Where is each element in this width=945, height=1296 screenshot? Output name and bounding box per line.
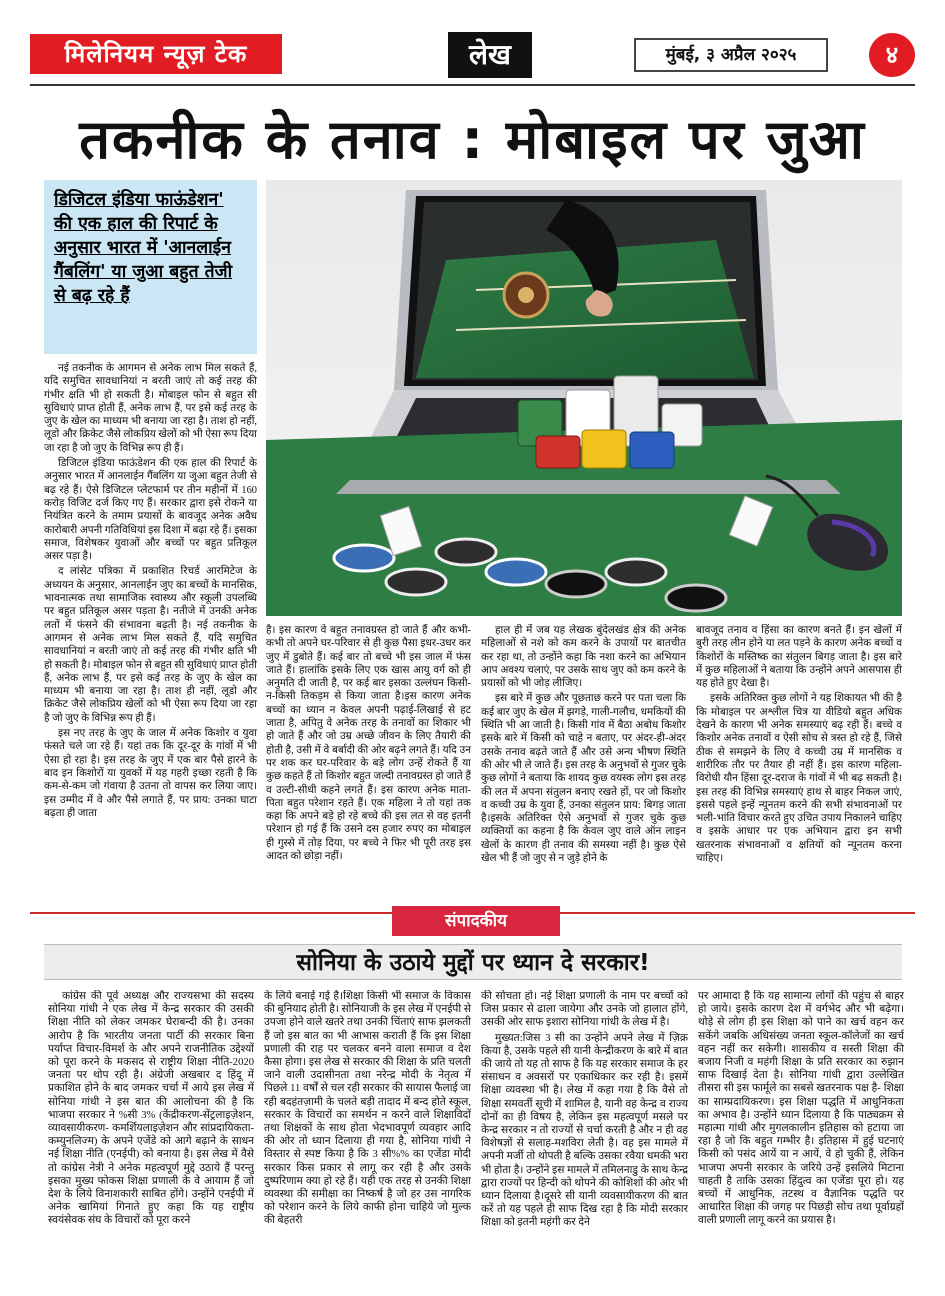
paragraph: नई तकनीक के आगमन से अनेक लाभ मिल सकते हैं, यदि समुचित सावधानियां न बरती जाएं तो कई तरह की गंभीर क्षति भी हो सकती है। मोबाइल फोन से बहुत सी सुविधाएं प्राप्त होती हैं, अनेक लाभ हैं, पर इसे कई तरह के जुए के खेल का माध्यम भी बनाया जा रहा है। ताश हो नहीं, लूडो और क्रिकेट जैसे लोकप्रिय खेलों को भी ऐसा रूप दिया जा रहा है जो जुए के विभिन्न रूप ही हैं।	[44, 363, 257, 454]
editorial-column-4	[698, 990, 904, 1258]
lead-text: डिजिटल इंडिया फाऊंडेशन' की एक हाल की रिपार्ट के अनुसार भारत में 'आनलाईन गैंबलिंग' या जुआ बहुत तेजी से बढ़ रहे हैं	[54, 190, 233, 306]
paragraph: के लिये बनाई गई है।शिक्षा किसी भी समाज के विकास की बुनियाद होती है। सोनियाजी के इस लेख में एनईपी से उपजा होने वाले खतरे तथा उनकी चिंताएं साफ झलकती हैं जो इस बात का भी आभास कराती हैं कि इस शिक्षा प्रणाली की राह पर चलकर बनने वाला समाज व देश कैसा होगा। इस लेख से सरकार की शिक्षा के प्रति चलती जाने वाली उदासीनता तथा नरेन्द्र मोदी के नेतृत्व में पिछले 11 वर्षों से चल रही सरकार की सायास फैलाई जा रही बदहंतज़ामी के चलते बड़ी तादाद में बन्द होते स्कूल, सरकार के विचारों का समर्थन न करने वाले शिक्षाविदों तथा शिक्षकों के साथ होता भेदभावपूर्ण व्यवहार आदि की ओर तो ध्यान दिलाया ही गया है, सोनिया गांधी ने विस्तार से स्पष्ट किया है कि 3 सी%% का एजेंडा मोदी सरकार किस प्रकार से लागू कर रही है और उसके दुष्परिणाम क्या हो रहे हैं। यही एक तरह से उनकी शिक्षा व्यवस्था की समीक्षा का निष्कर्ष है जो हर उस नागरिक को परेशान करने के लिये काफी होना चाहिये जो मुल्क की बेहतरी	[264, 991, 471, 1227]
page-number-badge: ४	[869, 33, 915, 77]
editorial-column-3	[481, 990, 688, 1258]
lead-box	[44, 180, 257, 354]
editorial-column-2	[264, 990, 471, 1258]
masthead-divider	[30, 84, 915, 86]
casino-laptop-illustration	[266, 180, 902, 616]
article-column-1	[44, 362, 257, 900]
paragraph: इस नए तरह के जुए के जाल में अनेक किशोर व युवा फंसते चले जा रहे हैं। यहां तक कि दूर-दूर के गांवों में भी ऐसा हो रहा है। इस तरह के जुए में एक बार पैसे हारने के बाद इन किशोरों या युवकों में यह गहरी इच्छा रहती है कि कम-से-कम जो गंवाया है उतना तो वापस कर लिया जाए। इस उम्मीद में वे और पैसे लगाते हैं, पर प्राय: उनका घाटा बढ़ता ही जाता	[44, 728, 257, 819]
paragraph: की सोचता हो। नई शिक्षा प्रणाली के नाम पर बच्चों को जिस प्रकार से ढाला जायेगा और उनके जो हालात होंगे, उसकी ओर साफ इशारा सोनिया गांधी के लेख में है।	[481, 991, 688, 1029]
paragraph: डिजिटल इंडिया फाऊंडेशन की एक हाल की रिपार्ट के अनुसार भारत में आनलाईन गैंबलिंग या जुआ बहुत तेजी से बढ़ रहे हैं। ऐसे डिजिटल प्लेटफार्म पर तीन महीनों में 160 करोड़ विजिट दर्ज किए गए हैं। सरकार द्वारा इसे रोकने या नियंत्रित करने के तमाम प्रयासों के बावजूद अनेक अवैध कारोबारी अपनी गतिविधियां इस दिशा में बढ़ा रहे हैं। इसका समाज, विशेषकर युवाओं और बच्चों पर बहुत प्रतिकूल असर पड़ा है।	[44, 458, 257, 563]
paragraph: कांग्रेस की पूर्व अध्यक्ष और राज्यसभा की सदस्य सोनिया गांधी ने एक लेख में केन्द्र सरकार की उसकी शिक्षा नीति को लेकर जमकर घेराबन्दी की है। उनका आरोप है कि भारतीय जनता पार्टी की सरकार बिना पर्याप्त विचार-विमर्श के और अपने राजनीतिक उद्देश्यों को पूरा करने के मकसद से राष्ट्रीय शिक्षा नीति-2020 जनता पर थोप रही है। अंग्रेजी अखबार द हिंदू में प्रकाशित होने के बाद जमकर चर्चा में आये इस लेख में सोनिया गांधी ने इस बात की आलोचना की है कि भाजपा सरकार ने %सी 3% (केंद्रीकरण-सेंट्रलाइज़ेशन, व्यावसायीकरण- कमर्शियलाइज़ेशन और सांप्रदायिकता- कम्युनलिज्म) के अपने एजेंडे को आगे बढ़ाने के साधन नई शिक्षा नीति (एनईपी) को बनाया है। इस लेख में वैसे तो कांग्रेस नेत्री ने अनेक महत्वपूर्ण मुद्दे उठाये हैं परन्तु इसका मुख्य फोकस शिक्षा प्रणाली के वे आयाम हैं जो देश के लिये विनाशकारी साबित होंगे। उन्होंने एनईपी में अनेक खामियां गिनाते हुए कहा कि यह राष्ट्रीय स्वयंसेवक संघ के विचारों को पूरा करने	[48, 991, 254, 1227]
editorial-headline: सोनिया के उठाये मुद्दों पर ध्यान दे सरकार!	[44, 944, 902, 980]
paragraph: है। इस कारण वे बहुत तनावग्रस्त हो जाते हैं और कभी-कभी तो अपने घर-परिवार से ही कुछ पैसा इधर-उधर कर जुए में डुबोते हैं। कई बार तो बच्चे भी इस जाल में फंस जाते हैं। हालांकि इसके लिए एक खास आयु वर्ग को ही अनुमति दी जाती है, पर कई बार इसका उल्लंघन किसी-न-किसी तिकड़म से किया जाता है।इस कारण अनेक बच्चों का ध्यान न केवल अपनी पढ़ाई-लिखाई से हट जाता है, अपितु वे अनेक तरह के तनावों का शिकार भी हो जाते हैं और जो उम्र अच्छे जीवन के लिए तैयारी की होती है, उसी में वे बर्बादी की ओर बढ़ने लगते हैं। यदि उन पर शक कर घर-परिवार के बड़े लोग उन्हें रोकते हैं या कुछ कहते हैं तो किशोर बहुत जल्दी तनावग्रस्त हो जाते हैं व उल्टी-सीधी कहने लगते हैं। इस कारण अनेक माता-पिता बहुत परेशान रहते हैं। एक महिला ने तो यहां तक कहा कि अपने बड़े हो रहे बच्चे की इस लत से वह इतनी परेशान हो गई हैं कि उसने दस हजार रुपए का मोबाइल ही गुस्से में तोड़ दिया, पर बच्चे ने फिर भी पूरी तरह इस आदत को छोड़ा नहीं।	[266, 625, 471, 863]
paragraph: मुख्यत:जिस 3 सी का उन्होंने अपने लेख में ज़िक्र किया है, उसके पहले सी यानी केन्द्रीकरण के बारे में बात की जाये तो यह तो साफ है कि यह सरकार समाज के हर संसाधन व अवसरों पर एकाधिकार कर रही है। इसमें शिक्षा व्यवस्था भी है। लेख में कहा गया है कि वैसे तो शिक्षा समवर्ती सूची में शामिल है, यानी वह केन्द्र व राज्य दोनों का ही विषय है, लेकिन इस महत्वपूर्ण मसले पर केन्द्र सरकार न तो राज्यों से चर्चा करती है और न ही वह विशेषज्ञों से सलाह-मशविरा लेती है। वह इस मामले में अपनी मर्जी तो थोपती है बल्कि उसका रवैया धमकी भरा भी होता है। उन्होंने इस मामले में तमिलनाडु के साथ केन्द्र द्वारा राज्यों पर हिन्दी को थोपने की कोशिशों की ओर भी ध्यान दिलाया है।दूसरे सी यानी व्यवसायीकरण की बात करें तो यह पहले ही साफ दिख रहा है कि मोदी सरकार शिक्षा को इतनी महंगी कर देने	[481, 1032, 688, 1229]
paragraph: पर आमादा है कि यह सामान्य लोगों की पहुंच से बाहर हो जाये। इसके कारण देश में वर्गभेद और भी बढ़ेगा। थोड़े से लोग ही इस शिक्षा को पाने का खर्च वहन कर सकेंगे जबकि अधिसंख्य जनता स्कूल-कॉलेजों का खर्च वहन नहीं कर सकेगी। शासकीय व सस्ती शिक्षा की बजाय निजी व महंगी शिक्षा के प्रति सरकार का रुझान साफ दिखाई देता है। सोनिया गांधी द्वारा उल्लेखित तीसरा सी इस फार्मूले का सबसे खतरनाक पक्ष है- शिक्षा का साम्प्रदायिकरण। इस शिक्षा पद्धति में आधुनिकता का अभाव है। उन्होंने ध्यान दिलाया है कि पाठ्यक्रम से महात्मा गांधी और मुगलकालीन इतिहास को हटाया जा रहा है जो कि बहुत गम्भीर है। इतिहास में हुई घटनाएं किसी को पसंद आयें या न आयें, वे हो चुकी हैं, लेकिन भाजपा अपनी सरकार के जरिये उन्हें इसलिये मिटाना चाहती है ताकि उसका हिंदुत्व का एजेंडा पूरा हो। यह बच्चों में आधुनिक, तटस्थ व वैज्ञानिक पद्धति पर आधारित शिक्षा की जगह पर पिछड़ी सोच तथा पूर्वाग्रहों वाली प्रणाली लागू करने का प्रयास है।	[698, 991, 904, 1227]
editorial-column-1	[48, 990, 254, 1258]
page-headline: तकनीक के तनाव : मोबाइल पर जुआ	[79, 108, 866, 171]
article-photo	[266, 180, 902, 616]
editorial-label: संपादकीय	[392, 906, 560, 936]
article-column-2	[266, 624, 471, 900]
paragraph: हाल ही में जब यह लेखक बुंदेलखंड क्षेत्र की अनेक महिलाओं से नशे को कम करने के उपायों पर बातचीत कर रहा था, तो उन्होंने कहा कि नशा करने का अभियान आप अवश्य चलाएं, पर उसके साथ जुए को कम करने के प्रयासों को भी जोड़ लीजिए।	[481, 625, 686, 690]
masthead	[30, 32, 915, 78]
paragraph: बावजूद तनाव व हिंसा का कारण बनते हैं। इन खेलों में बुरी तरह लीन होने या लत पड़ने के कारण अनेक बच्चों व किशोरों के मस्तिष्क का संतुलन बिगड़ जाता है। इस बारे में कुछ महिलाओं ने बताया कि उन्होंने अपने आसपास ही यह होते हुए देखा है।	[696, 625, 902, 690]
paragraph: द लांसेट पत्रिका में प्रकाशित रिचर्ड आरमिटेज के अध्ययन के अनुसार, आनलाईन जुए का बच्चों के मानसिक, भावनात्मक तथा सामाजिक स्वास्थ्य और स्कूली उपलब्धि पर बहुत प्रतिकूल असर पड़ता है। नतीजे में उनकी अनेक लतों में फंसने की संभावना बढ़ती है। नई तकनीक के आगमन से अनेक लाभ मिल सकते हैं, यदि समुचित सावधानियां न बरती जाएं तो कई तरह की गंभीर क्षति भी हो सकती है। मोबाइल फोन से बहुत सी सुविधाएं प्राप्त होती हैं, अनेक लाभ हैं, पर इसे कई तरह के जुए के खेल का माध्यम भी बनाया जा रहा है। ताश ही नहीं, लूडो और क्रिकेट जैसे लोकप्रिय खेलों को भी ऐसा रूप दिया जा रहा है जो जुए के विभिन्न रूप ही हैं।	[44, 566, 257, 724]
article-column-3	[481, 624, 686, 900]
dateline: मुंबई, ३ अप्रैल २०२५	[634, 38, 828, 72]
main-article	[44, 180, 902, 906]
paragraph: इसके अतिरिक्त कुछ लोगों ने यह शिकायत भी की है कि मोबाइल पर अश्लील चित्र या वीडियो बहुत अधिक देखने के कारण भी अनेक समस्याएं बढ़ रही हैं। बच्चे व किशोर अनेक तनावों व ऐसी सोच से त्रस्त हो रहे हैं, जिसे ठीक से समझने के लिए वे कच्ची उम्र में मानसिक व शारीरिक तौर पर तैयार ही नहीं हैं। इस कारण महिला-विरोधी यौन हिंसा दूर-दराज के गांवों में भी बढ़ सकती है। इस तरह की विभिन्न समस्याएं हाथ से बाहर निकल जाएं, इससे पहले इन्हें न्यूनतम करने की सभी संभावनाओं पर भली-भांति विचार करते हुए उचित उपाय निकालने चाहिए व इसके आधार पर एक अभियान द्वारा इन सभी खतरनाक संभावनाओं व क्षतियों को न्यूनतम करना चाहिए।	[696, 693, 902, 865]
article-column-4	[696, 624, 902, 900]
paragraph: इस बारे में कुछ और पूछताछ करने पर पता चला कि कई बार जुए के खेल में झगड़े, गाली-गलौच, धमकियों की स्थिति भी आ जाती है। किसी गांव में बैठा अबोध किशोर इसके बारे में किसी को चाहे न बताए, पर अंदर-ही-अंदर उसके तनाव बढ़ते जाते हैं और उसे अन्य भीषण स्थिति की ओर भी ले जाते हैं। इस तरह के अनुभवों से गुजर चुके कुछ लोगों ने बताया कि शायद कुछ वयस्क लोग इस तरह की लत में अपना संतुलन बनाए रखते हों, पर जो किशोर व कच्ची उम्र के युवा हैं, उनका संतुलन प्राय: बिगड़ जाता है।इसके अतिरिक्त ऐसे अनुभवों से गुजर चुके कुछ व्यक्तियों का कहना है कि केवल जुए वाले ऑन लाइन खेलों के कारण ही तनाव की समस्या नहीं है। कुछ ऐसे खेल भी हैं जो जुए से न जुड़े होने के	[481, 693, 686, 865]
section-label: लेख	[448, 32, 532, 78]
brand-logo: मिलेनियम न्यूज़ टेक	[30, 34, 282, 74]
